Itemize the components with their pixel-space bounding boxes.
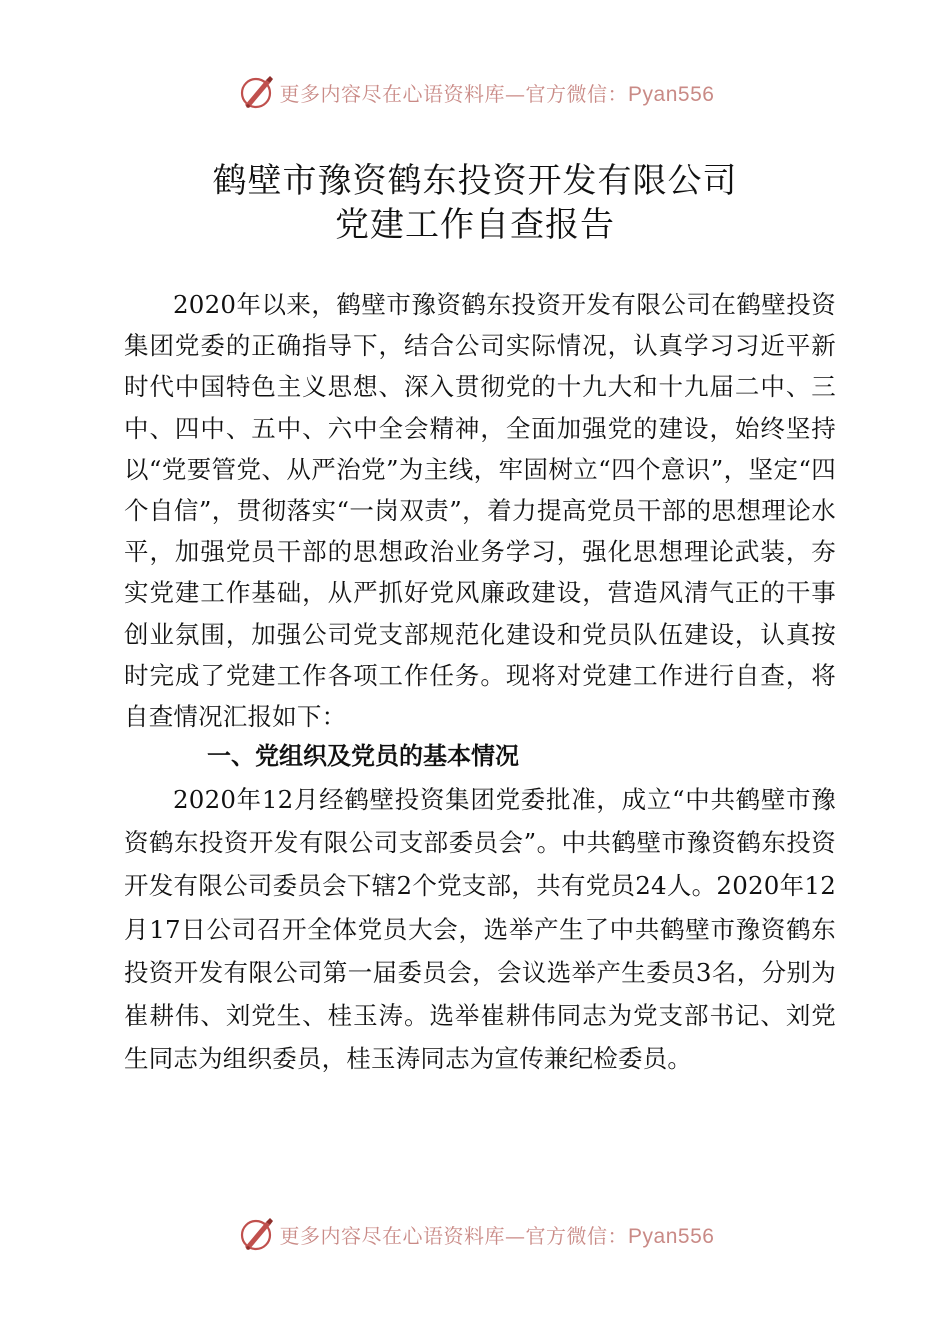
banner-slogan: 更多内容尽在心语资料库—官方微信：: [279, 81, 629, 106]
banner-label: [280, 1220, 715, 1249]
wechat-id: Pyan556: [628, 1224, 715, 1248]
document-title-line1: 鹤壁市豫资鹤东投资开发有限公司: [212, 161, 738, 201]
banner-label: [280, 78, 715, 107]
wechat-id: Pyan556: [628, 82, 715, 106]
banner-slogan: 更多内容尽在心语资料库—官方微信：: [279, 1223, 629, 1248]
document-title-line2: 党建工作自查报告: [335, 205, 615, 245]
footer-banner: [0, 1212, 950, 1256]
pen-logo-icon: [236, 72, 276, 112]
section-1-heading: 一、党组织及党员的基本情况: [207, 742, 519, 770]
pen-logo-icon: [236, 1214, 276, 1254]
section-1-paragraph: 2020年12月经鹤壁投资集团党委批准，成立“中共鹤壁市豫资鹤东投资开发有限公司支部委员会”。中共鹤壁市豫资鹤东投资开发有限公司委员会下辖2个党支部，共有党员24人。2020年12月17日公司召开全体党员大会，选举产生了中共鹤壁市豫资鹤东投资开发有限公司第一届委员会，会议选举产生委员3名，分别为崔耕伟、刘党生、桂玉涛。选举崔耕伟同志为党支部书记、刘党生同志为组织委员，桂玉涛同志为宣传兼纪检委员。: [124, 785, 836, 1074]
intro-paragraph: 2020年以来，鹤壁市豫资鹤东投资开发有限公司在鹤壁投资集团党委的正确指导下，结合公司实际情况，认真学习习近平新时代中国特色主义思想、深入贯彻党的十九大和十九届二中、三中、四中、五中、六中全会精神，全面加强党的建设，始终坚持以“党要管党、从严治党”为主线，牢固树立“四个意识”，坚定“四个自信”，贯彻落实“一岗双责”，着力提高党员干部的思想理论水平，加强党员干部的思想政治业务学习，强化思想理论武装，夯实党建工作基础，从严抓好党风廉政建设，营造风清气正的干事创业氛围，加强公司党支部规范化建设和党员队伍建设，认真按时完成了党建工作各项工作任务。现将对党建工作进行自查，将自查情况汇报如下：: [124, 290, 836, 732]
header-banner: [0, 70, 950, 114]
